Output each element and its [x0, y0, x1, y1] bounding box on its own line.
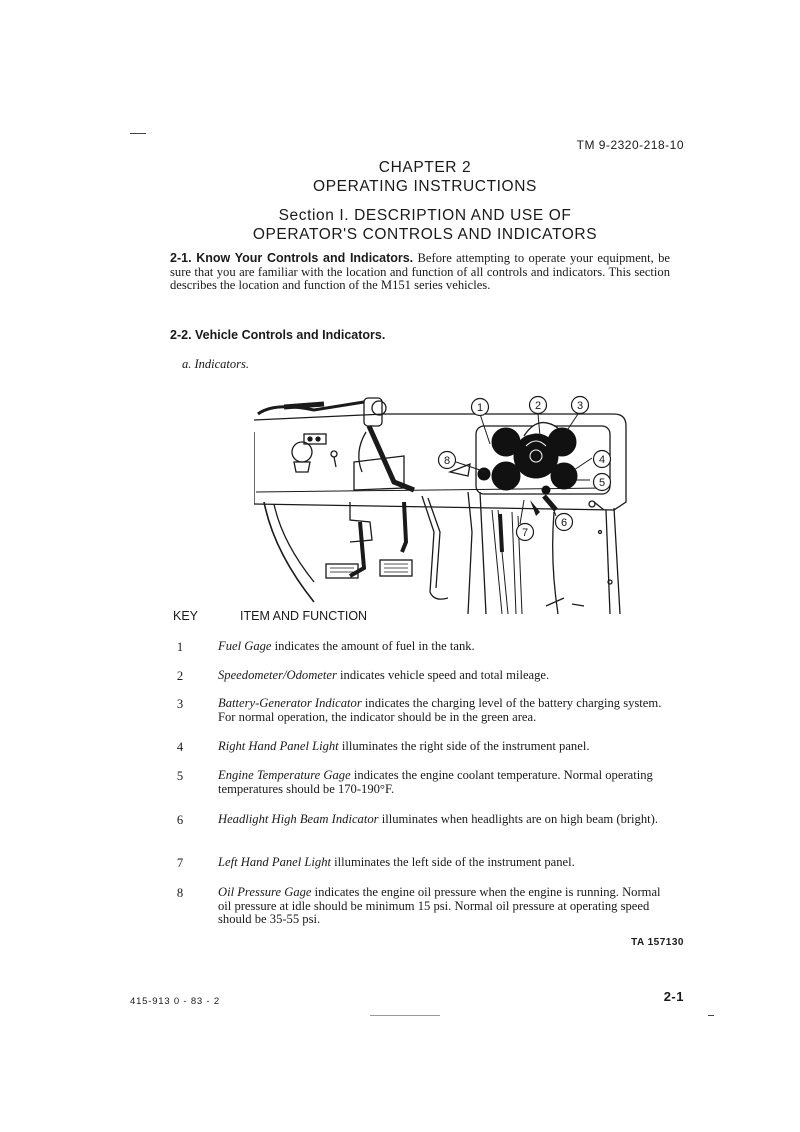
- key-item-name: Battery-Generator Indicator: [218, 696, 362, 710]
- callout-1: [472, 399, 489, 416]
- key-number: 1: [176, 640, 184, 654]
- key-item-name: Oil Pressure Gage: [218, 885, 312, 899]
- svg-text:6: 6: [560, 517, 568, 529]
- callout-5: [594, 474, 611, 491]
- key-item-name: Speedometer/Odometer: [218, 668, 337, 682]
- key-item-description: Speedometer/Odometer indicates vehicle speed and total mileage.: [218, 668, 550, 682]
- svg-text:2: 2: [534, 400, 542, 412]
- scan-mark: [370, 1015, 440, 1016]
- instrument-panel-illustration: [254, 392, 634, 614]
- tm-number: TM 9-2320-218-10: [576, 138, 684, 152]
- callout-6: [556, 514, 573, 531]
- key-item-name: Left Hand Panel Light: [218, 855, 331, 869]
- ta-number: TA 157130: [631, 937, 684, 948]
- key-number: 6: [176, 813, 184, 827]
- callout-8: [439, 452, 456, 469]
- item-column-header: ITEM AND FUNCTION: [240, 609, 368, 623]
- key-number: 4: [176, 740, 184, 754]
- page-number: 2-1: [663, 989, 684, 1004]
- svg-text:3: 3: [576, 400, 584, 412]
- callout-7: [517, 524, 534, 541]
- key-item-name: Headlight High Beam Indicator: [218, 812, 379, 826]
- key-item-description: Battery-Generator Indicator indicates the charging level of the battery charging system. For normal operation, the indicator should be in the green area.: [218, 696, 662, 724]
- paragraph-2-1: [170, 252, 670, 293]
- section-line-2: OPERATOR'S CONTROLS AND INDICATORS: [252, 226, 598, 243]
- scan-mark: [130, 133, 146, 134]
- section-line-1: Section I. DESCRIPTION AND USE OF: [278, 207, 572, 224]
- instrument-panel-figure: [254, 392, 634, 619]
- key-number: 3: [176, 697, 184, 711]
- chapter-title: [0, 158, 800, 196]
- svg-text:4: 4: [598, 454, 606, 466]
- svg-text:5: 5: [598, 477, 606, 489]
- chapter-number: CHAPTER 2: [378, 159, 472, 176]
- callout-3: [572, 397, 589, 414]
- key-number: 7: [176, 856, 184, 870]
- print-code: 415-913 0 - 83 - 2: [130, 996, 220, 1007]
- key-item-description: Headlight High Beam Indicator illuminates when headlights are on high beam (bright).: [218, 812, 658, 826]
- key-item-description: Fuel Gage indicates the amount of fuel in the tank.: [218, 639, 475, 653]
- key-number: 8: [176, 886, 184, 900]
- key-item-name: Engine Temperature Gage: [218, 768, 351, 782]
- subparagraph-a-label: a. Indicators.: [182, 357, 250, 371]
- section-title: [0, 206, 800, 244]
- svg-text:7: 7: [521, 527, 529, 539]
- paragraph-2-1-text: Before attempting to operate your equipment, be sure that you are familiar with the location and function of all controls and indicators. This section describes the location and function of the M151 series vehicles.: [170, 251, 670, 293]
- callout-4: [594, 451, 611, 468]
- key-item-description: Left Hand Panel Light illuminates the left side of the instrument panel.: [218, 855, 575, 869]
- key-item-description: Engine Temperature Gage indicates the engine coolant temperature. Normal operating temperatures should be 170-190°F.: [218, 768, 653, 796]
- callout-2: [530, 397, 547, 414]
- key-item-description: Oil Pressure Gage indicates the engine oil pressure when the engine is running. Normal oil pressure at idle should be minimum 15 psi. Normal oil pressure at operating speed should be 35-55 psi.: [218, 885, 661, 927]
- key-item-name: Fuel Gage: [218, 639, 272, 653]
- chapter-name: OPERATING INSTRUCTIONS: [313, 178, 537, 195]
- key-number: 5: [176, 769, 184, 783]
- key-item-description: Right Hand Panel Light illuminates the right side of the instrument panel.: [218, 739, 590, 753]
- scan-mark: [708, 1015, 714, 1016]
- key-column-header: KEY: [173, 609, 199, 623]
- key-item-name: Right Hand Panel Light: [218, 739, 339, 753]
- svg-text:1: 1: [476, 402, 484, 414]
- svg-text:8: 8: [443, 455, 451, 467]
- key-number: 2: [176, 669, 184, 683]
- paragraph-2-1-heading: 2-1. Know Your Controls and Indicators.: [170, 251, 414, 265]
- paragraph-2-2-heading: 2-2. Vehicle Controls and Indicators.: [170, 328, 386, 342]
